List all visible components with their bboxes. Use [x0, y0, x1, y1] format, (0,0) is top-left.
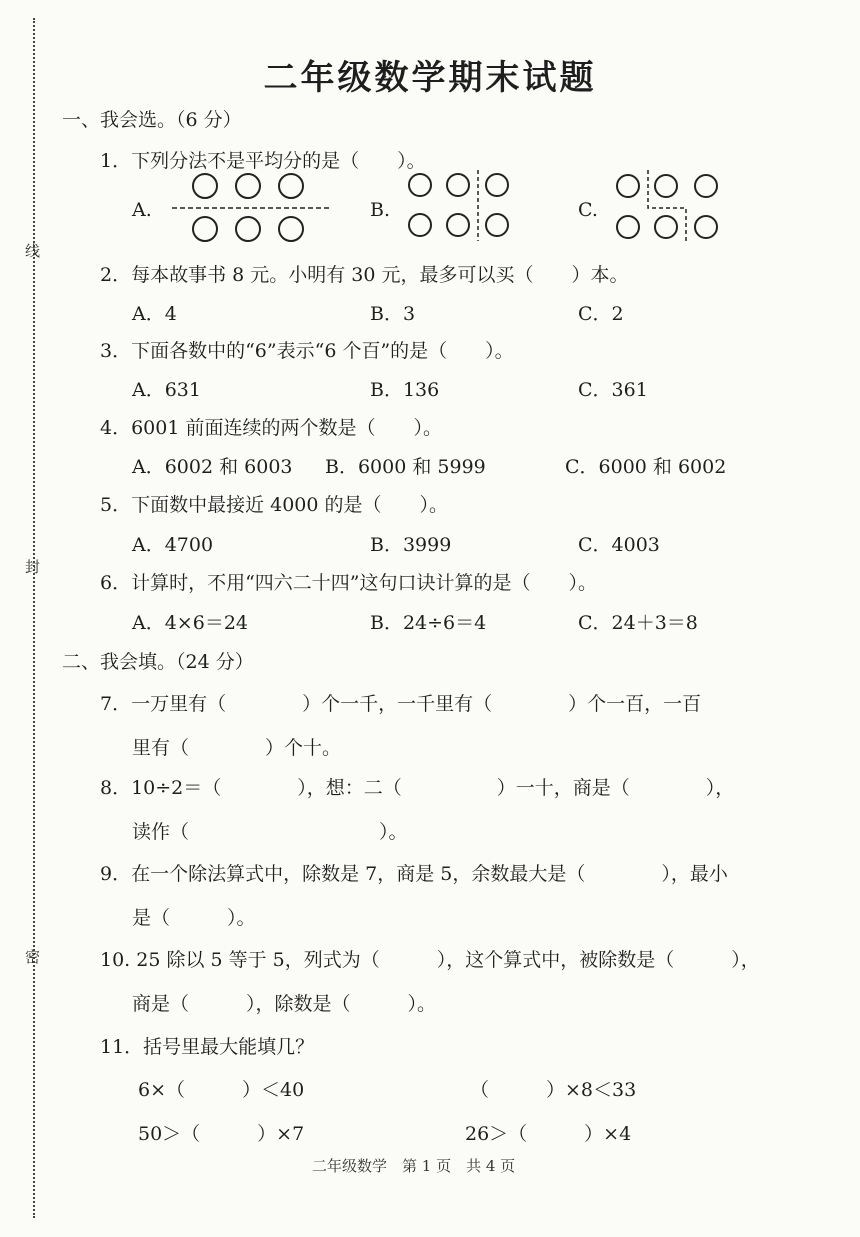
q2-option-a: A．4	[132, 303, 177, 325]
question-8-line-1: 8．10÷2＝（ ），想：二（ ）一十，商是（ ），	[100, 777, 735, 799]
q11-expression-2: （ ）×8＜33	[470, 1079, 637, 1101]
q1-option-a-figure	[170, 170, 340, 245]
question-9-line-1: 9．在一个除法算式中，除数是 7，商是 5，余数最大是（ ），最小	[100, 863, 728, 885]
question-10-line-1: 10. 25 除以 5 等于 5，列式为（ ），这个算式中，被除数是（ ），	[100, 949, 760, 971]
q2-option-b: B．3	[370, 303, 416, 325]
q1-option-a-label: A.	[132, 199, 152, 221]
question-9-line-2: 是（ ）。	[132, 907, 256, 929]
margin-label-secret: 密	[25, 948, 41, 966]
question-1: 1．下列分法不是平均分的是（ ）。	[100, 150, 426, 172]
question-2: 2．每本故事书 8 元。小明有 30 元，最多可以买（ ）本。	[100, 264, 629, 286]
question-8-line-2: 读作（ ）。	[132, 821, 408, 843]
binding-dotted-line	[33, 18, 35, 1218]
q11-expression-1: 6×（ ）＜40	[138, 1079, 305, 1101]
section-2-heading: 二、我会填。（24 分）	[62, 651, 254, 673]
q6-option-a: A．4×6＝24	[132, 612, 248, 634]
question-10-line-2: 商是（ ），除数是（ ）。	[132, 993, 437, 1015]
question-5: 5．下面数中最接近 4000 的是（ ）。	[100, 494, 449, 516]
q1-option-b-figure	[400, 168, 520, 243]
page-footer: 二年级数学 第 1 页 共 4 页	[312, 1157, 516, 1175]
q3-option-b: B．136	[370, 379, 440, 401]
q11-expression-3: 50＞（ ）×7	[138, 1123, 305, 1145]
q6-option-c: C．24＋3＝8	[578, 612, 698, 634]
question-3: 3．下面各数中的“6”表示“6 个百”的是（ ）。	[100, 340, 514, 362]
q4-option-b: B．6000 和 5999	[325, 456, 486, 478]
question-6: 6．计算时，不用“四六二十四”这句口诀计算的是（ ）。	[100, 572, 598, 594]
margin-label-seal: 封	[25, 558, 41, 576]
q5-option-c: C．4003	[578, 534, 660, 556]
q6-option-b: B．24÷6＝4	[370, 612, 487, 634]
question-11: 11．括号里最大能填几？	[100, 1036, 315, 1058]
question-7-line-2: 里有（ ）个十。	[132, 737, 342, 759]
section-1-heading: 一、我会选。（6 分）	[62, 109, 242, 131]
q2-option-c: C．2	[578, 303, 624, 325]
q4-option-c: C．6000 和 6002	[565, 456, 727, 478]
q1-option-c-label: C.	[578, 199, 598, 221]
question-4: 4．6001 前面连续的两个数是（ ）。	[100, 417, 442, 439]
q11-expression-4: 26＞（ ）×4	[465, 1123, 632, 1145]
q3-option-a: A．631	[132, 379, 201, 401]
q1-option-b-label: B.	[370, 199, 391, 221]
q5-option-b: B．3999	[370, 534, 452, 556]
page-title: 二年级数学期末试题	[263, 58, 597, 98]
q1-option-c-figure	[608, 168, 728, 243]
margin-label-line: 线	[25, 242, 41, 260]
q5-option-a: A．4700	[132, 534, 214, 556]
question-7-line-1: 7．一万里有（ ）个一千，一千里有（ ）个一百，一百	[100, 693, 702, 715]
q4-option-a: A．6002 和 6003	[132, 456, 293, 478]
q3-option-c: C．361	[578, 379, 648, 401]
